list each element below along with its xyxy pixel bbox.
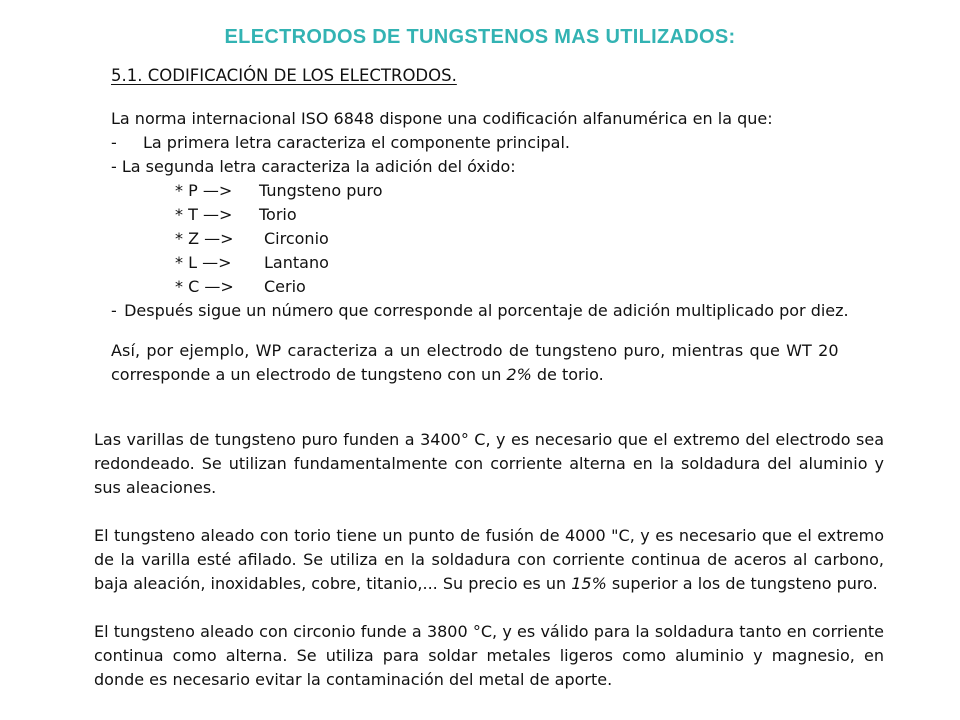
oxide-code: * C —> <box>175 277 234 296</box>
paragraph-text-end: superior a los de tungsteno puro. <box>606 574 878 593</box>
example-percent: 2% <box>506 365 532 384</box>
paragraph-zirconiated: El tungsteno aleado con circonio funde a 3800 °C, y es válido para la soldadura tanto en corriente continua como alterna. Se utiliza para soldar metales ligeros como aluminio y magnesio, en donde es necesario evitar la contaminación del metal de aporte. <box>94 622 884 689</box>
bullet-second-letter: - La segunda letra caracteriza la adición del óxido: <box>111 157 516 176</box>
electrode-descriptions <box>94 428 884 692</box>
example-text: corresponde a un electrodo de tungsteno con un <box>111 365 507 384</box>
bullet-first-letter <box>111 131 881 155</box>
bullet-number <box>111 299 881 323</box>
example-text-end: de torio. <box>531 365 604 384</box>
oxide-code: * L —> <box>175 253 232 272</box>
price-percent: 15% <box>571 574 607 593</box>
spacer <box>94 500 884 524</box>
bullet-dash: - <box>111 133 117 152</box>
oxide-name: Tungsteno puro <box>259 181 383 200</box>
slide-title: ELECTRODOS DE TUNGSTENOS MAS UTILIZADOS: <box>224 26 736 48</box>
oxide-list <box>111 179 881 299</box>
oxide-item <box>111 251 881 275</box>
bullet-text: La primera letra caracteriza el componente principal. <box>143 133 570 152</box>
oxide-code: * Z —> <box>175 229 234 248</box>
oxide-item <box>111 203 881 227</box>
oxide-code: * P —> <box>175 181 233 200</box>
bullet-text: Después sigue un número que corresponde al porcentaje de adición multiplicado por diez. <box>124 301 849 320</box>
oxide-name: Cerio <box>264 277 306 296</box>
example-line-2 <box>111 363 881 387</box>
paragraph-thoriated <box>94 524 884 596</box>
bullet-dash: - <box>111 301 117 320</box>
oxide-item <box>111 275 881 299</box>
paragraph-pure-tungsten: Las varillas de tungsteno puro funden a 3400° C, y es necesario que el extremo del electrodo sea redondeado. Se utilizan fundamentalmente con corriente alterna en la soldadura del aluminio y sus aleaciones. <box>94 430 884 497</box>
oxide-item <box>111 179 881 203</box>
section-heading: 5.1. CODIFICACIÓN DE LOS ELECTRODOS. <box>111 66 457 85</box>
paragraph-text: El tungsteno aleado con torio tiene un punto de fusión de 4000 "C, y es necesario que el extremo de la varilla esté afilado. Se utiliza en la soldadura con corriente continua de aceros al carbono, baja aleación, inoxidables, cobre, titanio,... Su precio es un <box>94 526 884 593</box>
spacer <box>111 323 881 339</box>
oxide-item <box>111 227 881 251</box>
oxide-name: Lantano <box>264 253 329 272</box>
example-line-1: Así, por ejemplo, WP caracteriza a un electrodo de tungsteno puro, mientras que WT 20 <box>111 341 839 360</box>
oxide-code: * T —> <box>175 205 233 224</box>
intro-text: La norma internacional ISO 6848 dispone una codificación alfanumérica en la que: <box>111 109 773 128</box>
oxide-name: Torio <box>259 205 297 224</box>
oxide-name: Circonio <box>264 229 329 248</box>
codification-section <box>111 64 881 387</box>
spacer <box>94 596 884 620</box>
